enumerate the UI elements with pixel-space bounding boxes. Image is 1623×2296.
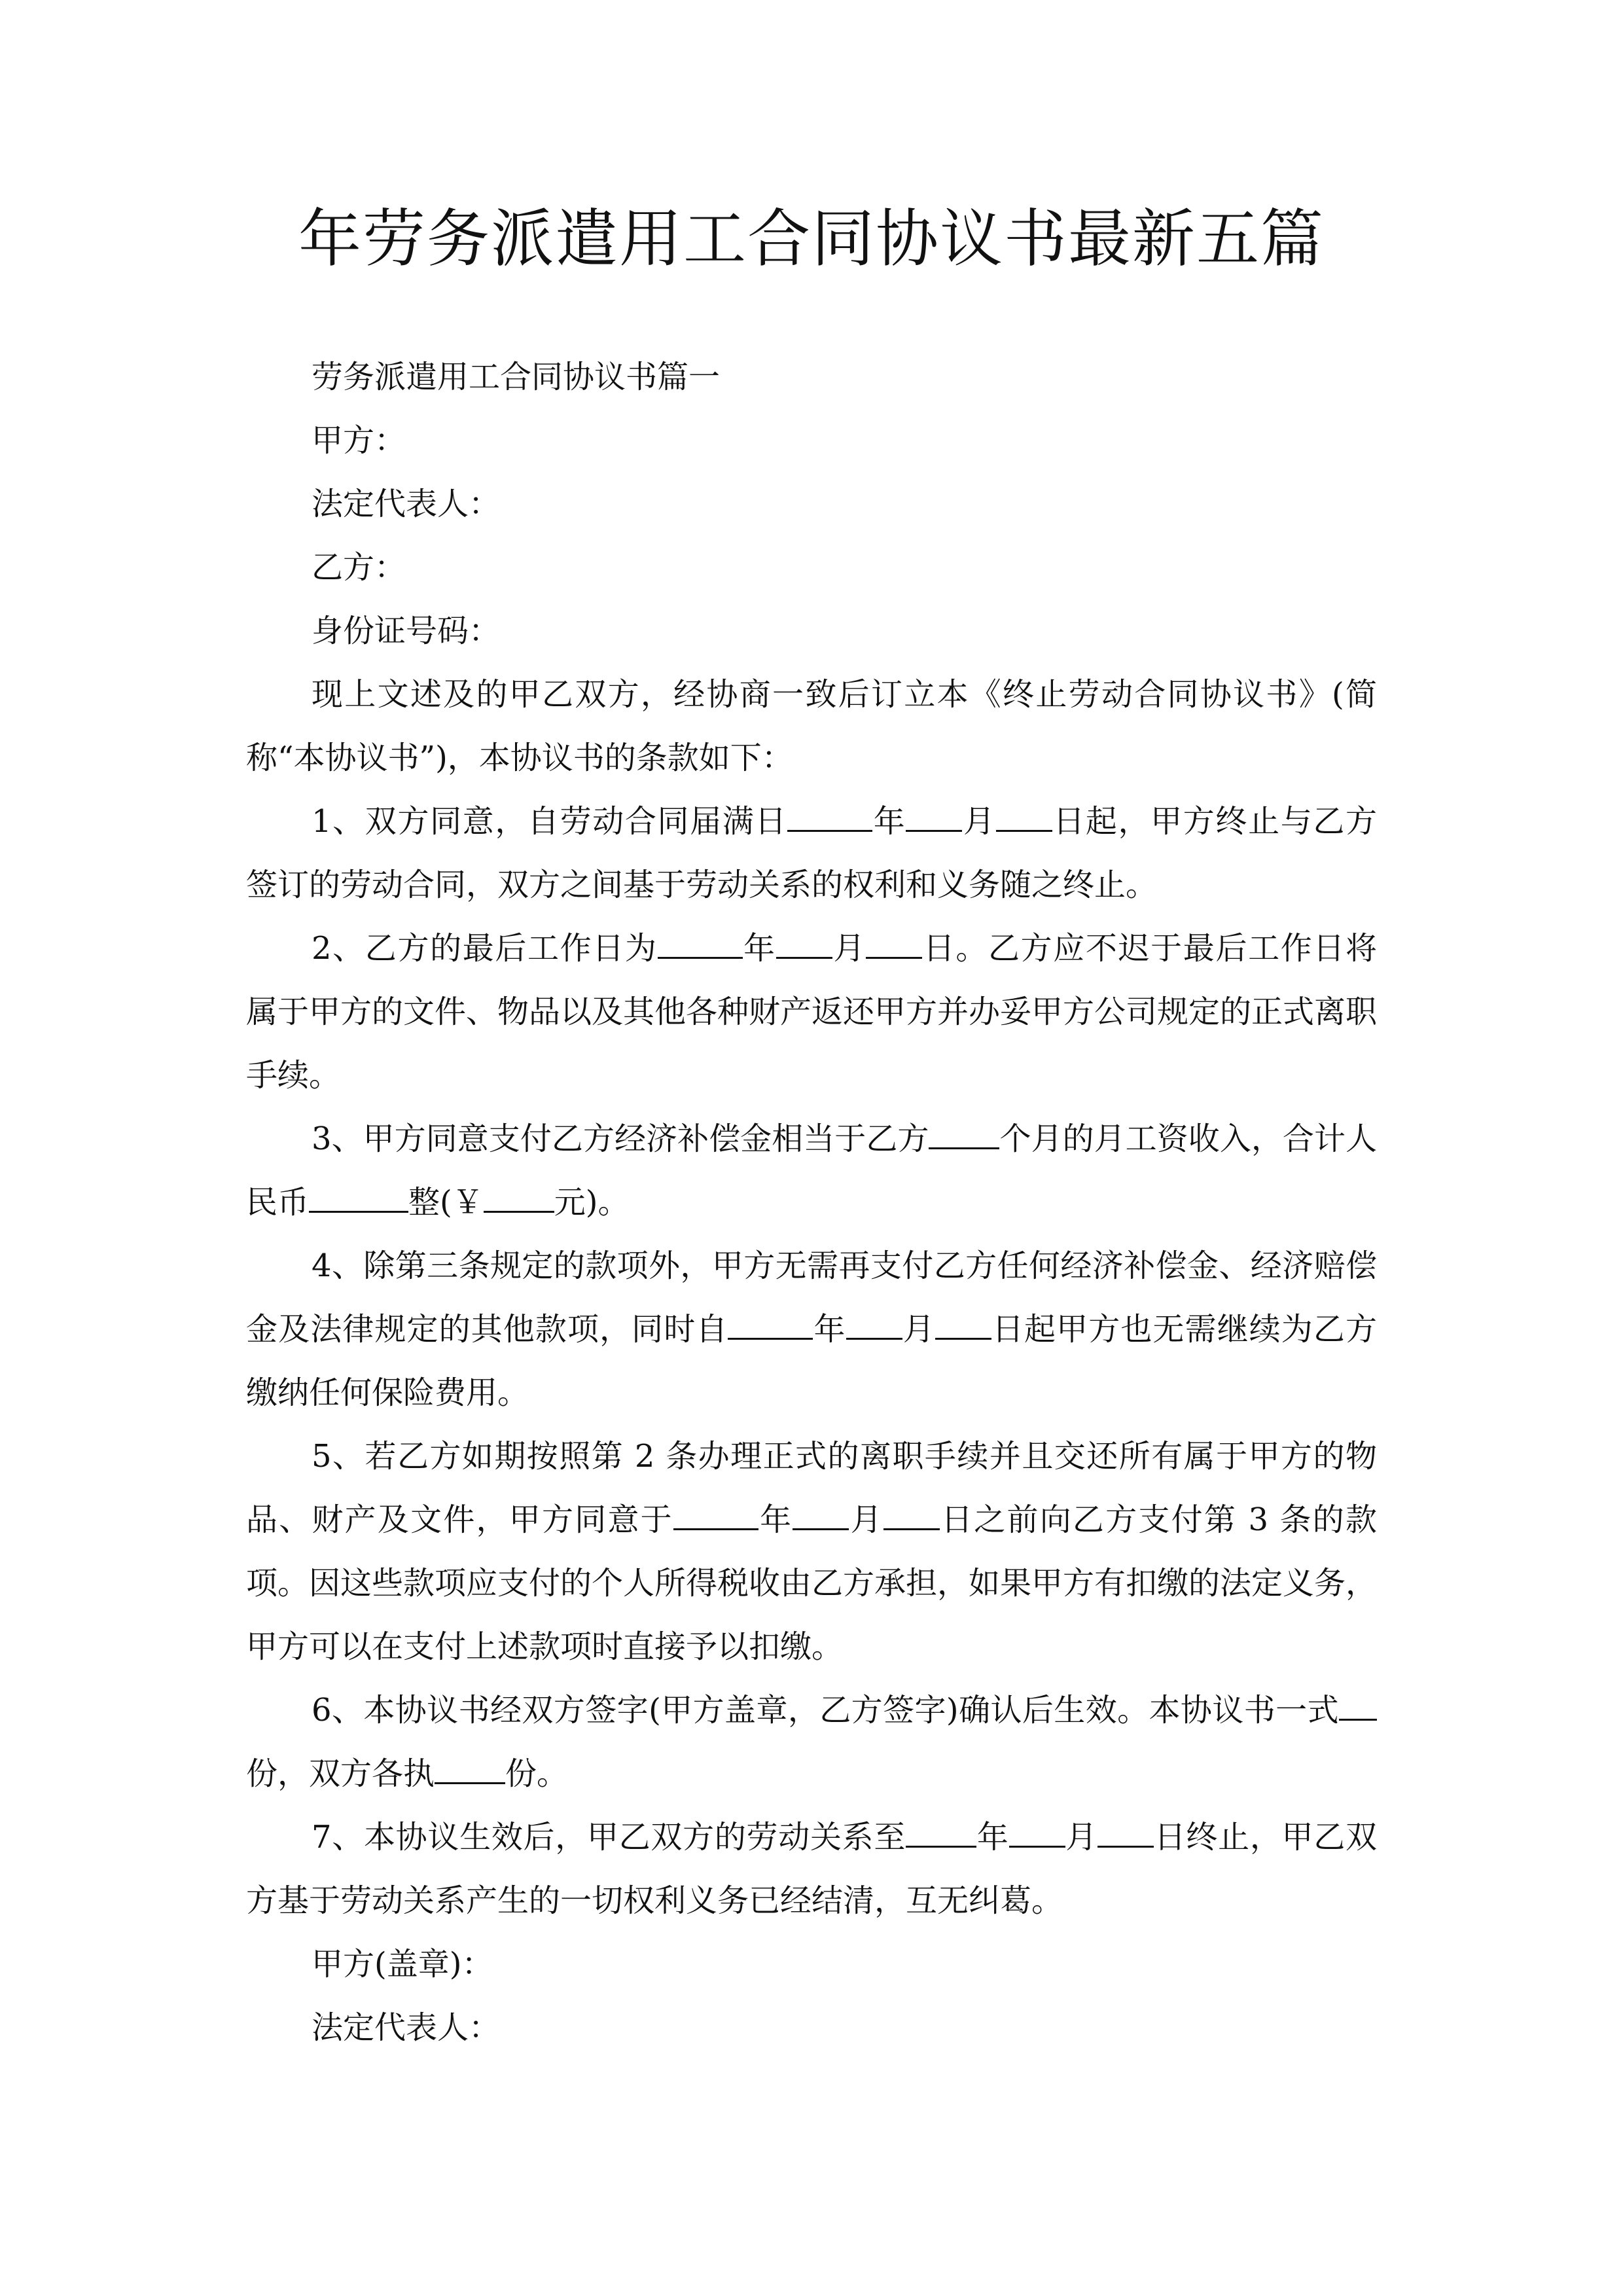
clause-text: 日终止，甲乙双方基于劳动关系产生的一切权利义务已经结清，互无纠葛。 — [246, 1819, 1377, 1919]
clause-text: 日起，甲方终止与乙方签订的劳动合同，双方之间基于劳动关系的权利和义务随之终止。 — [246, 803, 1377, 903]
fill-in-blank[interactable] — [793, 1502, 849, 1530]
fill-in-blank[interactable] — [658, 931, 743, 959]
clause-text: 2、乙方的最后工作日为 — [312, 930, 658, 967]
fill-in-blank[interactable] — [484, 1185, 554, 1213]
clause-text: 月 — [902, 1311, 935, 1348]
document-body — [246, 346, 1377, 2060]
fill-in-blank[interactable] — [996, 804, 1052, 832]
clause-2 — [246, 917, 1377, 1107]
clause-text: 1、双方同意，自劳动合同届满日 — [312, 803, 788, 840]
fill-in-blank[interactable] — [787, 804, 872, 832]
clause-3 — [246, 1107, 1377, 1234]
fill-in-blank[interactable] — [1339, 1693, 1377, 1721]
intro-paragraph: 现上文述及的甲乙双方，经协商一致后订立本《终止劳动合同协议书》(简称“本协议书”)，本协议书的条款如下： — [246, 676, 1377, 776]
clause-5 — [246, 1425, 1377, 1679]
clause-text: 年 — [758, 1501, 793, 1538]
fill-in-blank[interactable] — [883, 1502, 940, 1530]
clause-text: 5、若乙方如期按照第 2 条办理正式的离职手续并且交还所有属于甲方的物品、财产及文件，甲方同意于 — [246, 1438, 1377, 1538]
fill-in-blank[interactable] — [673, 1502, 758, 1530]
party-a-field: 甲方： — [312, 422, 406, 459]
clause-text: 7、本协议生效后，甲乙双方的劳动关系至 — [312, 1819, 906, 1856]
party-b-field: 乙方： — [312, 549, 406, 586]
clause-text: 元)。 — [554, 1184, 630, 1221]
fill-in-blank[interactable] — [728, 1312, 813, 1340]
clause-text: 日。乙方应不迟于最后工作日将属于甲方的文件、物品以及其他各种财产返还甲方并办妥甲方公司规定的正式离职手续。 — [246, 930, 1378, 1094]
clause-text: 月 — [849, 1501, 883, 1538]
clause-text: 年 — [976, 1819, 1009, 1856]
clause-text: 年 — [742, 930, 776, 967]
fill-in-blank[interactable] — [309, 1185, 408, 1213]
fill-in-blank[interactable] — [929, 1121, 999, 1149]
clause-text: 份，双方各执 — [246, 1755, 435, 1792]
fill-in-blank[interactable] — [1009, 1820, 1065, 1848]
signature-legal-representative: 法定代表人： — [312, 2009, 501, 2046]
clause-text: 年 — [872, 803, 906, 840]
clause-text: 年 — [813, 1311, 846, 1348]
fill-in-blank[interactable] — [906, 804, 962, 832]
fill-in-blank[interactable] — [935, 1312, 991, 1340]
clause-text: 日起甲方也无需继续为乙方缴纳任何保险费用。 — [246, 1311, 1377, 1411]
document-title: 年劳务派遣用工合同协议书最新五篇 — [298, 202, 1325, 276]
clauses-list — [246, 790, 1377, 1933]
clause-text: 月 — [962, 803, 996, 840]
clause-text: 整(￥ — [408, 1184, 484, 1221]
clause-text: 6、本协议书经双方签字(甲方盖章，乙方签字)确认后生效。本协议书一式 — [312, 1692, 1339, 1729]
section-heading: 劳务派遣用工合同协议书篇一 — [312, 359, 721, 395]
legal-representative-field: 法定代表人： — [312, 486, 501, 522]
clause-1 — [246, 790, 1377, 917]
signature-party-a: 甲方(盖章)： — [312, 1946, 493, 1982]
id-number-field: 身份证号码： — [312, 613, 501, 649]
fill-in-blank[interactable] — [846, 1312, 902, 1340]
clause-text: 日之前向乙方支付第 3 条的款项。因这些款项应支付的个人所得税收由乙方承担，如果甲方有扣缴的法定义务，甲方可以在支付上述款项时直接予以扣缴。 — [246, 1501, 1378, 1665]
clause-text: 份。 — [505, 1755, 569, 1792]
clause-4 — [246, 1234, 1377, 1425]
fill-in-blank[interactable] — [435, 1756, 505, 1784]
clause-text: 4、除第三条规定的款项外，甲方无需再支付乙方任何经济补偿金、经济赔偿金及法律规定的其他款项，同时自 — [246, 1247, 1377, 1348]
clause-6 — [246, 1679, 1377, 1806]
fill-in-blank[interactable] — [906, 1820, 976, 1848]
fill-in-blank[interactable] — [1097, 1820, 1154, 1848]
clause-text: 3、甲方同意支付乙方经济补偿金相当于乙方 — [312, 1121, 929, 1157]
clause-text: 月 — [1065, 1819, 1097, 1856]
clause-text: 月 — [832, 930, 866, 967]
fill-in-blank[interactable] — [776, 931, 832, 959]
fill-in-blank[interactable] — [866, 931, 922, 959]
clause-7 — [246, 1806, 1377, 1933]
clause-text: 个月的月工资收入，合计人民币 — [246, 1121, 1377, 1221]
